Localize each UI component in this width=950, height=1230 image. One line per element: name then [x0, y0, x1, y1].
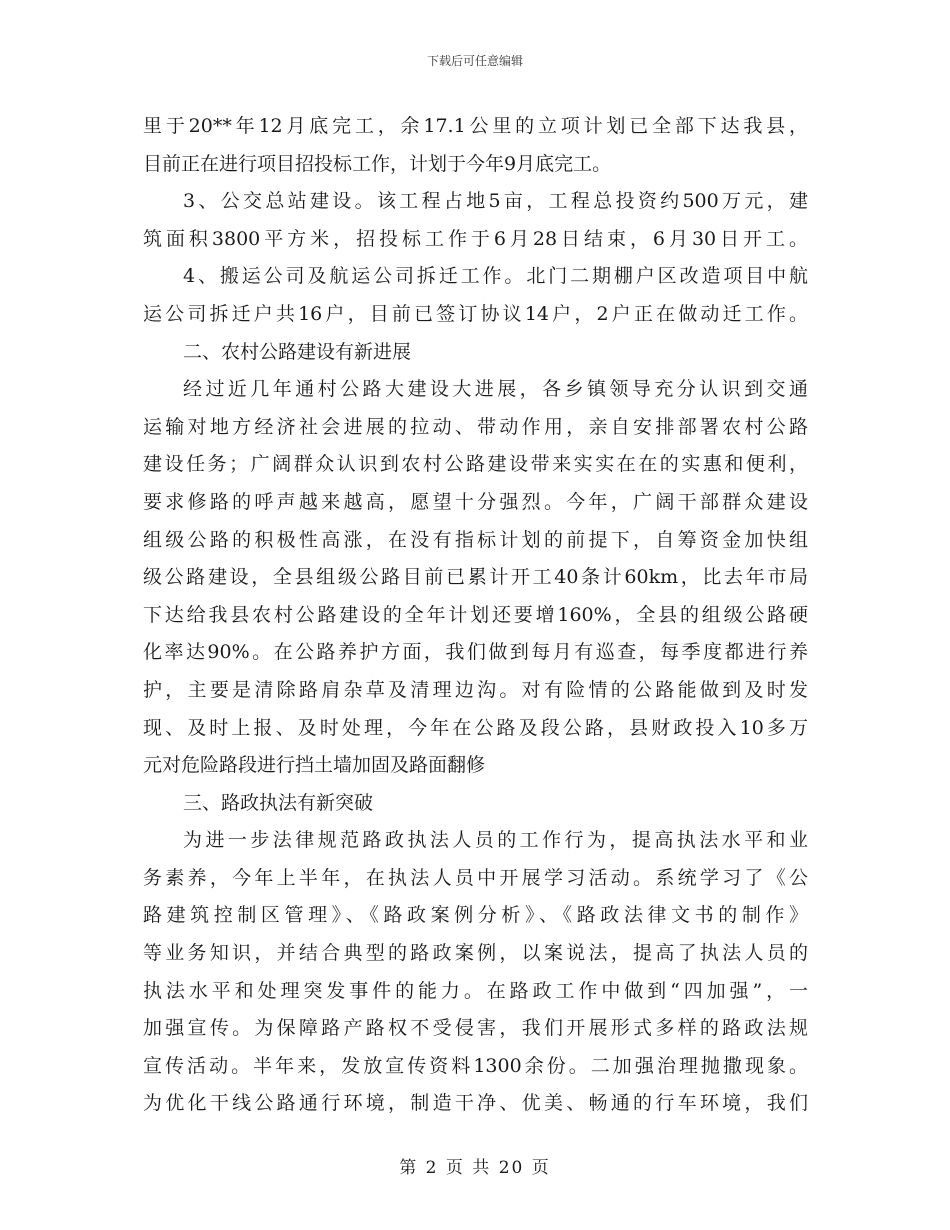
text-line: 三、路政执法有新突破 — [183, 791, 374, 814]
text-line: 级公路建设，全县组级公路目前已累计开工40条计60km，比去年市局 — [143, 566, 808, 589]
text-line: 务素养，今年上半年，在执法人员中开展学习活动。系统学习了《公 — [143, 866, 808, 889]
text-line: 下达给我县农村公路建设的全年计划还要增160%，全县的组级公路硬 — [143, 603, 808, 626]
text-line: 运输对地方经济社会进展的拉动、带动作用，亲自安排部署农村公路 — [143, 415, 808, 438]
text-line: 建设任务；广阔群众认识到农村公路建设带来实实在在的实惠和便利， — [143, 453, 808, 476]
text-line: 筑面积3800平方米，招投标工作于6月28日结束，6月30日开工。 — [143, 227, 808, 250]
text-line: 加强宣传。为保障路产路权不受侵害，我们开展形式多样的路政法规 — [143, 1017, 808, 1040]
text-line: 要求修路的呼声越来越高，愿望十分强烈。今年，广阔干部群众建设 — [143, 490, 808, 513]
text-line: 化率达90%。在公路养护方面，我们做到每月有巡查，每季度都进行养 — [143, 641, 808, 664]
text-line: 经过近几年通村公路大建设大进展，各乡镇领导充分认识到交通 — [183, 378, 808, 401]
text-line: 二、农村公路建设有新进展 — [183, 340, 412, 363]
text-line: 4、搬运公司及航运公司拆迁工作。北门二期棚户区改造项目中航 — [183, 265, 808, 288]
page-footer: 第 2 页 共 20 页 — [399, 1158, 551, 1178]
text-line: 护，主要是清除路肩杂草及清理边沟。对有险情的公路能做到及时发 — [143, 678, 808, 701]
text-line: 路建筑控制区管理》、《路政案例分析》、《路政法律文书的制作》 — [143, 904, 808, 927]
body-text — [143, 108, 808, 1123]
text-line: 为优化干线公路通行环境，制造干净、优美、畅通的行车环境，我们 — [143, 1092, 808, 1115]
text-line: 3、公交总站建设。该工程占地5亩，工程总投资约500万元，建 — [183, 190, 808, 213]
page-header: 下载后可任意编辑 — [426, 54, 523, 68]
text-line: 宣传活动。半年来，发放宣传资料1300余份。二加强治理抛撒现象。 — [143, 1054, 808, 1077]
text-line: 运公司拆迁户共16户，目前已签订协议14户，2户正在做动迁工作。 — [143, 302, 808, 325]
text-line: 现、及时上报、及时处理，今年在公路及段公路，县财政投入10多万 — [143, 716, 808, 739]
text-line: 目前正在进行项目招投标工作，计划于今年9月底完工。 — [143, 152, 612, 175]
text-line: 为进一步法律规范路政执法人员的工作行为，提高执法水平和业 — [183, 829, 808, 852]
text-line: 组级公路的积极性高涨，在没有指标计划的前提下，自筹资金加快组 — [143, 528, 808, 551]
text-line: 里于20**年12月底完工，余17.1公里的立项计划已全部下达我县， — [143, 115, 808, 137]
text-line: 等业务知识，并结合典型的路政案例，以案说法，提高了执法人员的 — [143, 942, 808, 965]
text-line: 元对危险路段进行挡土墙加固及路面翻修 — [143, 754, 486, 777]
text-line: 执法水平和处理突发事件的能力。在路政工作中做到“四加强”，一 — [143, 979, 808, 1002]
